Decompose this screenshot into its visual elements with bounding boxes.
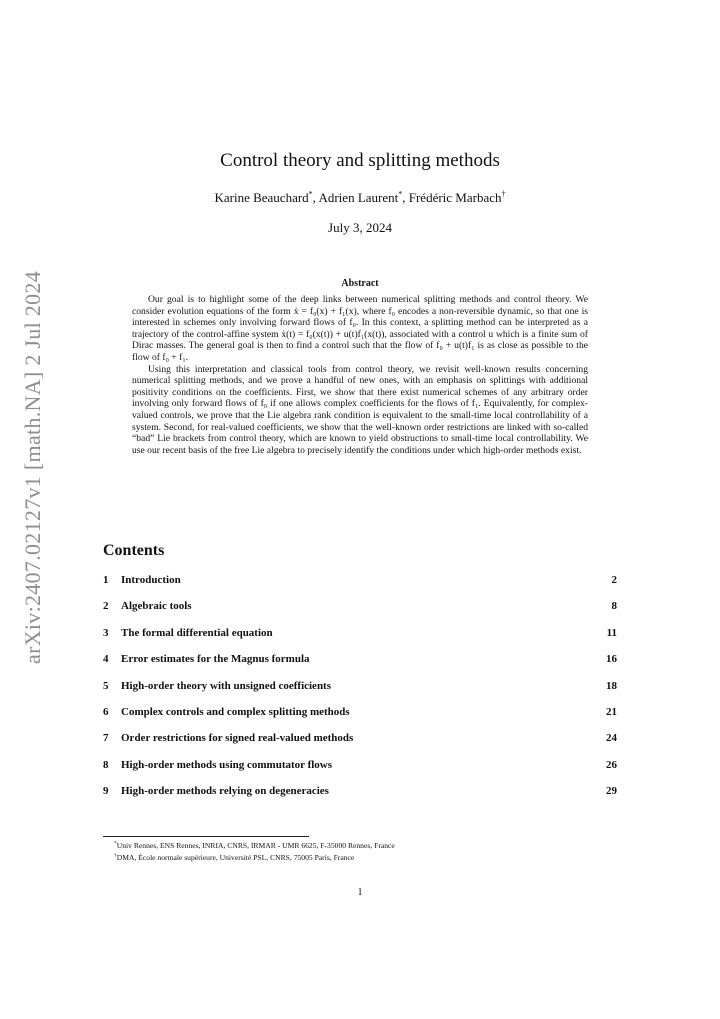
footnote-text: Univ Rennes, ENS Rennes, INRIA, CNRS, IRMAR - UMR 6625, F-35000 Rennes, France [116, 841, 395, 850]
footnote-mark: † [114, 851, 117, 858]
toc-section-number: 6 [103, 705, 109, 718]
toc-section-title[interactable]: Complex controls and complex splitting methods [121, 705, 350, 718]
toc-page-number[interactable]: 24 [606, 732, 617, 745]
toc-section-number: 1 [103, 574, 109, 586]
toc-section-title[interactable]: Order restrictions for signed real-valued methods [121, 732, 354, 745]
toc-page-number[interactable]: 2 [611, 574, 617, 586]
footnote [114, 852, 634, 864]
author-name: Karine Beauchard [214, 190, 309, 205]
toc-entry[interactable] [103, 600, 617, 626]
toc-page-number[interactable]: 11 [606, 626, 617, 639]
toc-section-title[interactable]: Introduction [121, 574, 181, 586]
toc-section-title[interactable]: High-order methods using commutator flows [121, 758, 333, 771]
author-separator: , [402, 190, 409, 205]
table-of-contents [103, 574, 617, 812]
toc-page-number[interactable]: 21 [606, 705, 617, 718]
toc-entry[interactable] [103, 653, 617, 679]
footnote-rule [103, 836, 309, 837]
toc-page-number[interactable]: 26 [606, 758, 617, 771]
abstract-body [132, 294, 588, 456]
toc-page-number[interactable]: 18 [606, 679, 617, 692]
author-list [0, 190, 720, 206]
toc-entry[interactable] [103, 627, 617, 653]
toc-section-number: 5 [103, 679, 109, 692]
toc-entry[interactable] [103, 785, 617, 811]
contents-heading: Contents [103, 542, 165, 559]
toc-section-title[interactable]: The formal differential equation [121, 626, 273, 639]
toc-page-number[interactable]: 8 [611, 600, 617, 613]
footnote-text: DMA, École normale supérieure, Université PSL, CNRS, 75005 Paris, France [116, 852, 355, 862]
footnotes [114, 840, 634, 863]
author-mark: * [398, 189, 403, 199]
toc-entry[interactable] [103, 732, 617, 758]
abstract-paragraph: Our goal is to highlight some of the deep links between numerical splitting methods and control theory. We consider evolution equations of the form ẋ = f₀(x) + f₁(x), where f₀ encodes a non-reversible dynamic, so that one is interested in schemes only involving forward flows of f₀. In this context, a splitting method can be interpreted as a trajectory of the control-affine system ẋ(t) = f₀(x(t)) + u(t)f₁(x(t)), associated with a control u which is a finite sum of Dirac masses. The general goal is then to find a control such that the flow of f₀ + u(t)f₁ is as close as possible to the flow of f₀ + f₁. [132, 294, 588, 363]
toc-section-number: 2 [103, 600, 109, 613]
toc-entry[interactable] [103, 574, 617, 600]
toc-section-number: 4 [103, 653, 109, 666]
toc-section-number: 9 [103, 785, 109, 798]
paper-title: Control theory and splitting methods [220, 150, 500, 171]
footnote-mark: * [114, 840, 117, 847]
footnote [114, 840, 634, 852]
toc-section-title[interactable]: High-order methods relying on degeneracies [121, 785, 329, 798]
toc-section-number: 7 [103, 732, 109, 745]
author-name: Adrien Laurent [318, 190, 399, 205]
toc-page-number[interactable]: 16 [606, 653, 617, 666]
toc-section-number: 8 [103, 758, 109, 771]
toc-section-title[interactable]: Algebraic tools [121, 600, 192, 613]
toc-section-number: 3 [103, 626, 109, 639]
paper-date: July 3, 2024 [328, 220, 392, 235]
abstract-paragraph: Using this interpretation and classical tools from control theory, we revisit well-known results concerning numerical splitting methods, and we prove a handful of new ones, with an emphasis on splittings with additional positivity conditions on the coefficients. First, we show that there exist numerical schemes of any arbitrary order involving only forward flows of f₀ if one allows complex coefficients for the flows of f₁. Equivalently, for complex-valued controls, we prove that the Lie algebra rank condition is equivalent to the small-time local controllability of a system. Second, for real-valued coefficients, we show that the well-known order restrictions are linked with so-called “bad” Lie brackets from control theory, which are known to yield obstructions to small-time local controllability. We use our recent basis of the free Lie algebra to precisely identify the conditions under which high-order methods exist. [132, 363, 588, 456]
page-number: 1 [357, 887, 363, 898]
toc-entry[interactable] [103, 680, 617, 706]
toc-page-number[interactable]: 29 [606, 785, 617, 798]
author-mark: * [308, 189, 313, 199]
toc-section-title[interactable]: Error estimates for the Magnus formula [121, 653, 310, 666]
toc-section-title[interactable]: High-order theory with unsigned coefficients [121, 679, 332, 692]
arxiv-stamp: arXiv:2407.02127v1 [math.NA] 2 Jul 2024 [20, 271, 45, 664]
author-mark: † [501, 189, 506, 199]
abstract-heading: Abstract [341, 278, 379, 289]
author-separator: , [312, 190, 319, 205]
toc-entry[interactable] [103, 706, 617, 732]
author-name: Frédéric Marbach [408, 190, 502, 205]
toc-entry[interactable] [103, 759, 617, 785]
